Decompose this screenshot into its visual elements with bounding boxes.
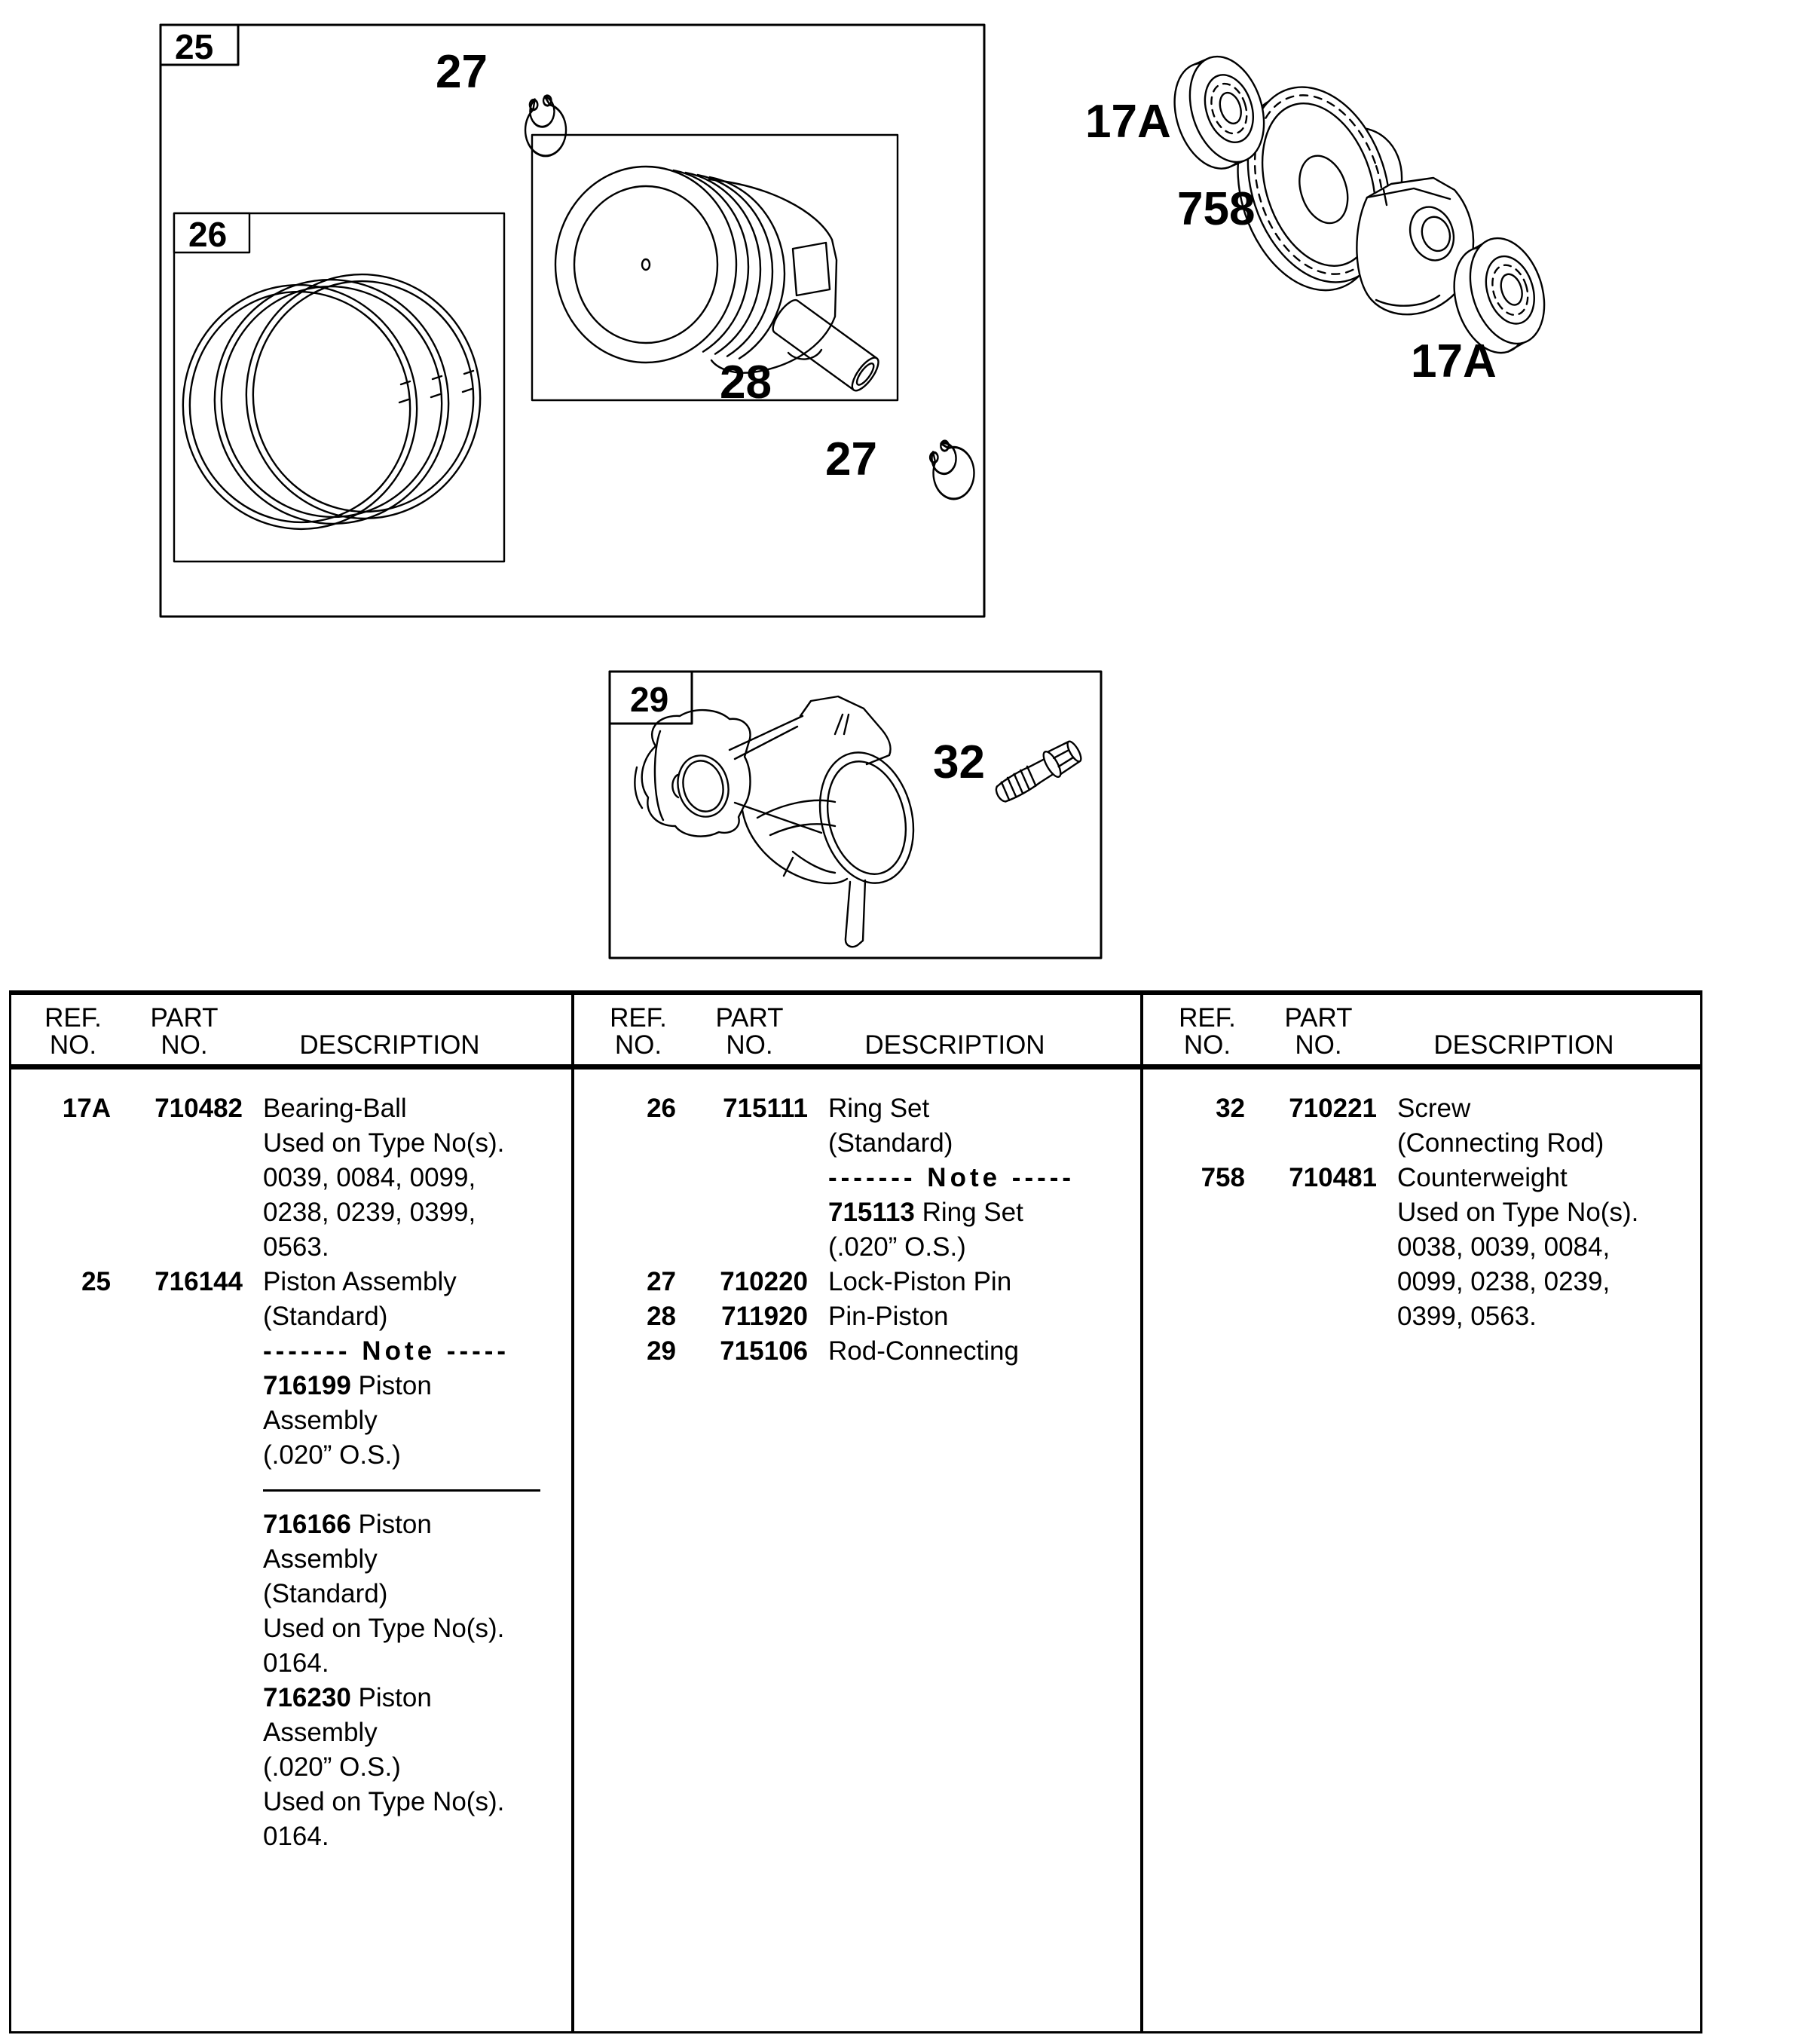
header-ref: REF.: [44, 1003, 102, 1033]
description-text: ------- Note -----: [263, 1336, 510, 1366]
part-no: 711920: [721, 1302, 808, 1331]
description-line: [263, 1646, 571, 1681]
ref-no: 25: [81, 1267, 111, 1296]
description-line: [828, 1126, 1140, 1161]
callout-27-top: 27: [436, 46, 488, 98]
description-text: (.020” O.S.): [263, 1440, 401, 1470]
table-rows: [9, 1091, 571, 1854]
description-line: [263, 1403, 571, 1438]
description-text: 0563.: [263, 1232, 329, 1262]
header-description: DESCRIPTION: [299, 1030, 480, 1060]
description-line: [263, 1785, 571, 1819]
description-line: [263, 1126, 571, 1161]
description-line: [263, 1091, 571, 1126]
ref-no: 17A: [62, 1094, 111, 1123]
header-ref-no: NO.: [49, 1030, 97, 1060]
parts-table-column-2: [574, 990, 1140, 2033]
description-line: [828, 1299, 1140, 1334]
description-line: [263, 1611, 571, 1646]
ring-set-box: [167, 213, 504, 562]
table-row: [9, 1091, 571, 1265]
description-text: Ring Set: [914, 1198, 1023, 1227]
description-line: [828, 1195, 1140, 1230]
description-line: [263, 1819, 571, 1854]
description-text: Assembly: [263, 1406, 378, 1435]
header-part-no: NO.: [161, 1030, 208, 1060]
description-text: Piston Assembly: [263, 1267, 457, 1296]
callout-758: 758: [1177, 183, 1256, 235]
header-description: DESCRIPTION: [1433, 1030, 1614, 1060]
description-text: Counterweight: [1397, 1163, 1568, 1192]
description-text: Bearing-Ball: [263, 1094, 407, 1123]
description-text: Lock-Piston Pin: [828, 1267, 1012, 1296]
description-line: [263, 1750, 571, 1785]
screw-drawing: [991, 737, 1085, 808]
description-text: Assembly: [263, 1544, 378, 1574]
part-no: 710482: [154, 1094, 243, 1123]
ref-no: 26: [647, 1094, 676, 1123]
description: [828, 1299, 1140, 1334]
description-line: [828, 1265, 1140, 1299]
description-line: [1397, 1091, 1700, 1126]
part-no: 710221: [1289, 1094, 1377, 1123]
description-text: (Standard): [828, 1128, 953, 1158]
connecting-rod-drawing: [635, 696, 926, 947]
header-ref-no: NO.: [1183, 1030, 1231, 1060]
piston-pin-drawing: [769, 296, 883, 394]
parts-table-column-1: [9, 990, 571, 2033]
description-line: [828, 1334, 1140, 1369]
description-line: [263, 1265, 571, 1299]
piston-drawing: [555, 167, 837, 373]
ref-no: 32: [1216, 1094, 1245, 1123]
piston-box: [532, 135, 898, 409]
ref-no: 27: [647, 1267, 676, 1296]
description-line: [263, 1577, 571, 1611]
description: [1397, 1161, 1700, 1334]
description-text: Assembly: [263, 1718, 378, 1747]
box-label-26: 26: [188, 215, 228, 254]
retaining-ring-icon: [922, 430, 982, 509]
description-text: Screw: [1397, 1094, 1471, 1123]
connecting-rod-box: [610, 672, 1101, 958]
description-text: Pin-Piston: [828, 1302, 949, 1331]
description: [828, 1091, 1140, 1265]
description-line: [1397, 1195, 1700, 1230]
description-line: [263, 1438, 571, 1473]
callout-17a-bottom: 17A: [1411, 335, 1497, 387]
description-line: [828, 1091, 1140, 1126]
description-line: [1397, 1161, 1700, 1195]
table-header: [9, 990, 571, 1091]
description-text: ------- Note -----: [828, 1163, 1075, 1192]
table-row: [574, 1091, 1140, 1265]
header-part-no: NO.: [726, 1030, 773, 1060]
description-line: [1397, 1265, 1700, 1299]
table-row: [574, 1265, 1140, 1299]
divider-line: [263, 1489, 540, 1492]
description: [1397, 1091, 1700, 1161]
description-line: [263, 1681, 571, 1715]
callout-28: 28: [720, 357, 772, 409]
part-no: 715111: [723, 1094, 808, 1123]
header-ref-no: NO.: [614, 1030, 662, 1060]
description-text: Used on Type No(s).: [263, 1787, 505, 1816]
description-text: Piston: [350, 1371, 432, 1400]
callout-17a-top: 17A: [1085, 96, 1171, 148]
description-text: 716199: [263, 1371, 351, 1400]
ref-no: 29: [647, 1336, 676, 1366]
description-text: 0039, 0084, 0099,: [263, 1163, 476, 1192]
header-ref: REF.: [1179, 1003, 1236, 1033]
table-header: [1143, 990, 1700, 1091]
description-text: (Connecting Rod): [1397, 1128, 1604, 1158]
part-no: 716144: [154, 1267, 243, 1296]
parts-table-column-3: [1143, 990, 1700, 2033]
description-text: 0038, 0039, 0084,: [1397, 1232, 1610, 1262]
description-text: 716166: [263, 1510, 351, 1539]
header-part: PART: [1284, 1003, 1353, 1033]
description-text: Piston: [350, 1510, 432, 1539]
description-text: Used on Type No(s).: [1397, 1198, 1639, 1227]
description-text: 0164.: [263, 1648, 329, 1678]
table-rows: [1143, 1091, 1700, 1334]
box-label-25: 25: [175, 27, 214, 66]
table-row: [9, 1265, 571, 1854]
description-divider: [263, 1473, 571, 1507]
header-description: DESCRIPTION: [864, 1030, 1045, 1060]
description-line: [1397, 1299, 1700, 1334]
table-row: [1143, 1161, 1700, 1334]
description-text: 716230: [263, 1683, 351, 1712]
description-text: 715113: [828, 1198, 915, 1227]
description-line: [263, 1334, 571, 1369]
description-line: [263, 1369, 571, 1403]
header-part: PART: [715, 1003, 784, 1033]
description-line: [263, 1161, 571, 1195]
description-text: (.020” O.S.): [828, 1232, 966, 1262]
description-text: Used on Type No(s).: [263, 1128, 505, 1158]
description-text: 0164.: [263, 1822, 329, 1851]
description-text: Rod-Connecting: [828, 1336, 1019, 1366]
description-line: [263, 1230, 571, 1265]
description-line: [263, 1507, 571, 1542]
description: [828, 1334, 1140, 1369]
description-line: [263, 1542, 571, 1577]
description: [263, 1265, 571, 1854]
description-text: (Standard): [263, 1579, 388, 1608]
description-text: Piston: [350, 1683, 432, 1712]
header-ref: REF.: [610, 1003, 667, 1033]
description-text: Ring Set: [828, 1094, 930, 1123]
description-line: [828, 1230, 1140, 1265]
description-text: 0099, 0238, 0239,: [1397, 1267, 1610, 1296]
description-text: (Standard): [263, 1302, 388, 1331]
table-rows: [574, 1091, 1140, 1369]
exploded-parts-diagram: [0, 0, 1820, 984]
description-text: 0399, 0563.: [1397, 1302, 1537, 1331]
part-no: 715106: [720, 1336, 808, 1366]
table-row: [1143, 1091, 1700, 1161]
description-text: Used on Type No(s).: [263, 1614, 505, 1643]
piston-rings-drawing: [167, 259, 496, 544]
crankshaft-counterweight-drawing: [1085, 47, 1558, 387]
description-text: 0238, 0239, 0399,: [263, 1198, 476, 1227]
table-row: [574, 1299, 1140, 1334]
description: [263, 1091, 571, 1265]
description: [828, 1265, 1140, 1299]
callout-27-bottom: 27: [825, 433, 877, 485]
description-line: [263, 1195, 571, 1230]
box-label-29: 29: [630, 680, 669, 719]
part-no: 710220: [720, 1267, 808, 1296]
description-line: [828, 1161, 1140, 1195]
callout-32: 32: [933, 736, 985, 788]
description-text: (.020” O.S.): [263, 1752, 401, 1782]
description-line: [1397, 1230, 1700, 1265]
header-part-no: NO.: [1295, 1030, 1342, 1060]
ref-no: 758: [1201, 1163, 1245, 1192]
part-no: 710481: [1289, 1163, 1377, 1192]
table-header: [574, 990, 1140, 1091]
retaining-ring-icon: [522, 93, 568, 159]
description-line: [263, 1299, 571, 1334]
table-row: [574, 1334, 1140, 1369]
ref-no: 28: [647, 1302, 676, 1331]
description-line: [1397, 1126, 1700, 1161]
description-line: [263, 1715, 571, 1750]
header-part: PART: [150, 1003, 219, 1033]
